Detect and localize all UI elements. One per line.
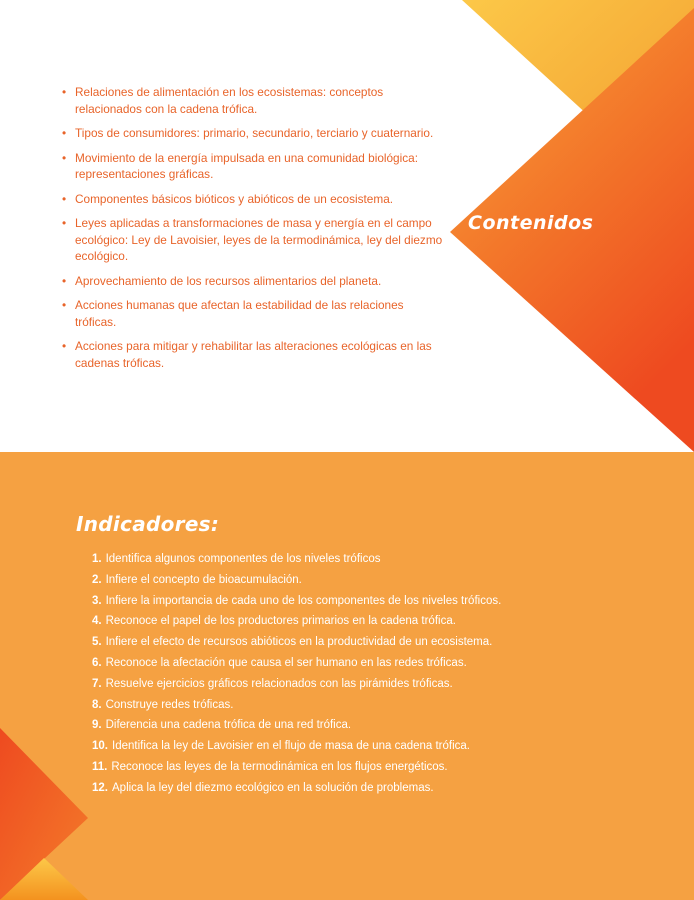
list-item: [62, 150, 447, 183]
bullet: •: [62, 150, 67, 165]
indicator-number: 4.: [92, 615, 102, 628]
list-item: [62, 273, 447, 290]
list-item-text: Movimiento de la energía impulsada en una comunidad biológica: representaciones gráficas.: [75, 150, 418, 181]
list-item-text: Tipos de consumidores: primario, secundario, terciario y cuaternario.: [75, 126, 434, 140]
indicator-number: 10.: [92, 740, 108, 753]
indicator-number: 2.: [92, 573, 102, 586]
bullet: •: [62, 298, 67, 312]
bullet: •: [62, 126, 67, 140]
bullet: •: [62, 85, 67, 99]
indicator-number: 1.: [92, 553, 102, 565]
bullet: •: [62, 339, 67, 353]
indicator-text: Infiere el concepto de bioacumulación.: [105, 573, 302, 586]
list-item: [62, 125, 447, 142]
indicator-text: Diferencia una cadena trófica de una red trófica.: [105, 719, 352, 732]
bullet: •: [62, 273, 67, 288]
indicadores-title: Indicadores:: [76, 512, 220, 536]
indicator-text: Infiere el efecto de recursos abióticos en la productividad de un ecosistema.: [105, 636, 493, 649]
list-item-text: Leyes aplicadas a transformaciones de masa y energía en el campo ecológico: Ley de Lavoisier, leyes de la termodinámica, ley del diezmo ecológico.: [75, 216, 443, 263]
indicadores-list: [92, 552, 501, 802]
indicator-text: Resuelve ejercicios gráficos relacionados con las pirámides tróficas.: [105, 677, 453, 690]
indicator-item: [92, 739, 501, 753]
bullet: •: [62, 191, 67, 206]
list-item: [62, 215, 447, 265]
indicator-item: [92, 760, 501, 774]
indicator-text: Identifica la ley de Lavoisier en el flujo de masa de una cadena trófica.: [112, 740, 470, 753]
indicator-number: 11.: [92, 760, 108, 773]
indicator-number: 8.: [92, 698, 102, 711]
list-item-text: Acciones humanas que afectan la estabilidad de las relaciones tróficas.: [75, 298, 404, 329]
indicator-number: 12.: [92, 781, 108, 794]
contenidos-title: Contenidos: [468, 212, 594, 234]
indicator-item: [92, 656, 501, 670]
indicator-item: [92, 698, 501, 712]
list-item: [62, 338, 447, 371]
list-item: [62, 84, 447, 117]
indicator-number: 7.: [92, 677, 102, 690]
indicator-item: [92, 677, 501, 691]
indicator-text: Construye redes tróficas.: [105, 698, 234, 711]
indicator-item: [92, 614, 501, 628]
bullet: •: [62, 216, 67, 230]
indicator-item: [92, 781, 501, 795]
indicator-text: Infiere la importancia de cada uno de los componentes de los niveles tróficos.: [105, 594, 502, 607]
list-item: [62, 191, 447, 208]
list-item-text: Acciones para mitigar y rehabilitar las alteraciones ecológicas en las cadenas tróficas.: [75, 339, 432, 370]
indicator-item: [92, 594, 501, 608]
list-item-text: Componentes básicos bióticos y abióticos de un ecosistema.: [75, 191, 394, 206]
indicator-text: Reconoce las leyes de la termodinámica en los flujos energéticos.: [111, 760, 448, 773]
indicator-number: 6.: [92, 656, 102, 669]
indicator-number: 5.: [92, 636, 102, 649]
list-item-text: Relaciones de alimentación en los ecosistemas: conceptos relacionados con la cadena trófica.: [75, 85, 384, 116]
indicator-text: Reconoce la afectación que causa el ser humano en las redes tróficas.: [105, 656, 467, 669]
indicator-item: [92, 573, 501, 587]
indicator-text: Identifica algunos componentes de los niveles tróficos: [105, 553, 381, 565]
indicator-item: [92, 552, 501, 566]
indicator-text: Aplica la ley del diezmo ecológico en la solución de problemas.: [112, 781, 434, 794]
list-item-text: Aprovechamiento de los recursos alimentarios del planeta.: [75, 273, 382, 288]
indicator-item: [92, 635, 501, 649]
contenidos-list: [62, 84, 447, 379]
indicator-number: 9.: [92, 719, 102, 732]
list-item: [62, 297, 447, 330]
indicator-number: 3.: [92, 594, 102, 607]
indicator-item: [92, 718, 501, 732]
indicator-text: Reconoce el papel de los productores primarios en la cadena trófica.: [105, 615, 456, 628]
